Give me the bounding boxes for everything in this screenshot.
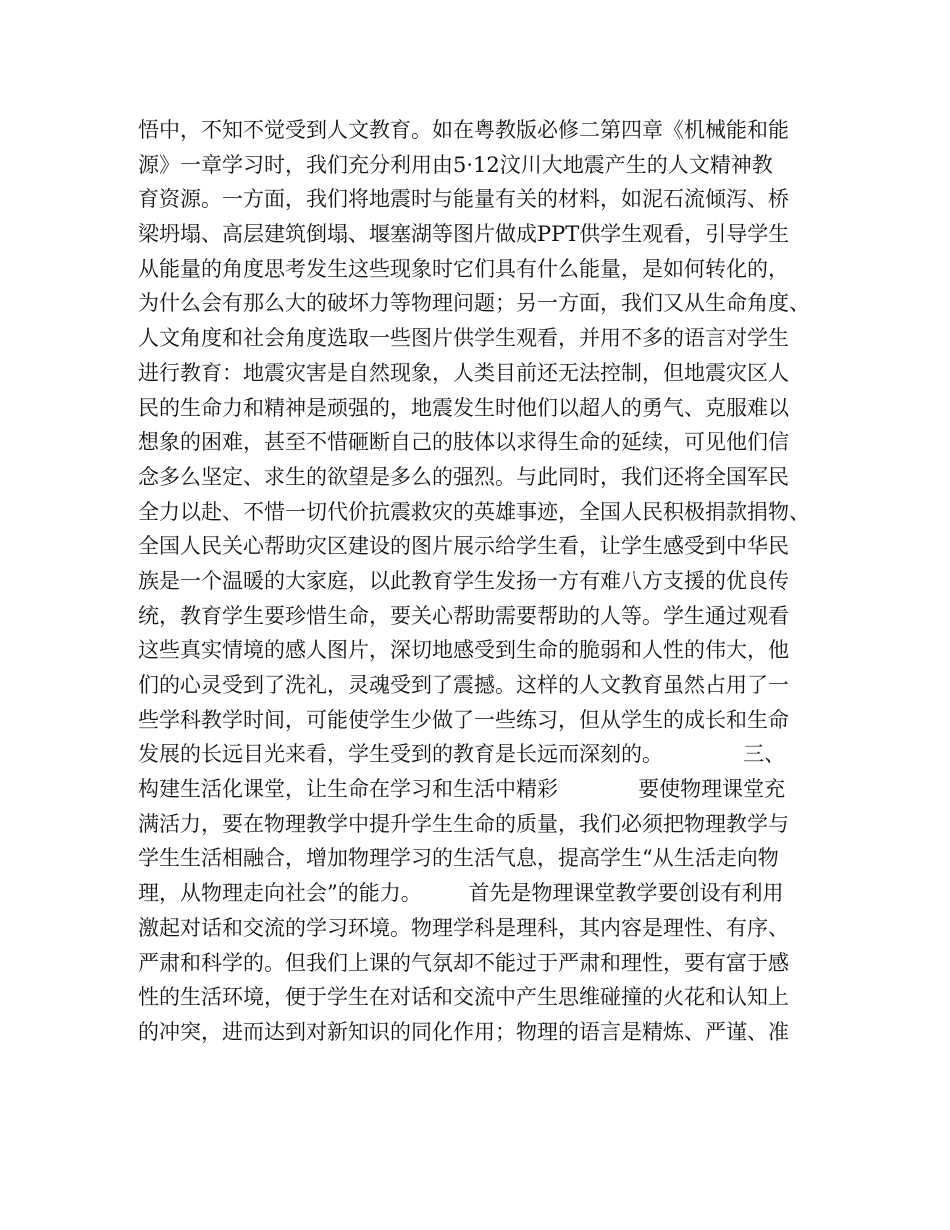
text-line: 为什么会有那么大的破坏力等物理问题；另一方面，我们又从生命角度、 xyxy=(138,291,810,316)
text-line: 念多么坚定、求生的欲望是多么的强烈。与此同时，我们还将全国军民 xyxy=(138,464,789,489)
text-line: 这些真实情境的感人图片，深切地感受到生命的脆弱和人性的伟大，他 xyxy=(138,638,789,663)
body-paragraph xyxy=(138,113,838,1050)
text-line: 育资源。一方面，我们将地震时与能量有关的材料，如泥石流倾泻、桥 xyxy=(138,187,789,212)
text-line: 悟中，不知不觉受到人文教育。如在粤教版必修二第四章《机械能和能 xyxy=(138,118,789,142)
text-line: 全力以赴、不惜一切代价抗震救灾的英雄事迹，全国人民积极捐款捐物、 xyxy=(138,499,810,524)
text-line: 梁坍塌、高层建筑倒塌、堰塞湖等图片做成PPT供学生观看，引导学生 xyxy=(138,222,790,247)
text-line: 想象的困难，甚至不惜砸断自己的肢体以求得生命的延续，可见他们信 xyxy=(138,430,789,455)
text-line: 民的生命力和精神是顽强的，地震发生时他们以超人的勇气、克服难以 xyxy=(138,395,789,420)
text-line: 统，教育学生要珍惜生命，要关心帮助需要帮助的人等。学生通过观看 xyxy=(138,603,789,628)
text-line: 发展的长远目光来看，学生受到的教育是长远而深刻的。 三、 xyxy=(138,742,786,767)
text-line: 性的生活环境，便于学生在对话和交流中产生思维碰撞的火花和认知上 xyxy=(138,985,789,1010)
text-line: 构建生活化课堂，让生命在学习和生活中精彩 要使物理课堂充 xyxy=(138,777,786,802)
text-line: 满活力，要在物理教学中提升学生生命的质量，我们必须把物理教学与 xyxy=(138,811,789,836)
text-line: 们的心灵受到了洗礼，灵魂受到了震撼。这样的人文教育虽然占用了一 xyxy=(138,673,789,697)
text-line: 进行教育：地震灾害是自然现象，人类目前还无法控制，但地震灾区人 xyxy=(138,360,789,385)
text-line: 从能量的角度思考发生这些现象时它们具有什么能量，是如何转化的， xyxy=(138,256,789,281)
text-line: 激起对话和交流的学习环境。物理学科是理科，其内容是理性、有序、 xyxy=(138,915,789,940)
text-line: 全国人民关心帮助灾区建设的图片展示给学生看，让学生感受到中华民 xyxy=(138,534,789,559)
text-line: 学生生活相融合，增加物理学习的生活气息，提高学生“从生活走向物 xyxy=(138,846,779,871)
text-line: 严肃和科学的。但我们上课的气氛却不能过于严肃和理性，要有富于感 xyxy=(138,950,789,975)
text-line: 些学科教学时间，可能使学生少做了一些练习，但从学生的成长和生命 xyxy=(138,707,789,732)
text-line: 族是一个温暖的大家庭，以此教育学生发扬一方有难八方支援的优良传 xyxy=(138,568,789,593)
text-line: 的冲突，进而达到对新知识的同化作用；物理的语言是精炼、严谨、准 xyxy=(138,1019,789,1044)
text-line: 源》一章学习时，我们充分利用由5·12汶川大地震产生的人文精神教 xyxy=(138,152,773,177)
text-line: 理，从物理走向社会”的能力。 首先是物理课堂教学要创设有利用 xyxy=(138,881,784,906)
text-line: 人文角度和社会角度选取一些图片供学生观看，并用不多的语言对学生 xyxy=(138,326,789,351)
